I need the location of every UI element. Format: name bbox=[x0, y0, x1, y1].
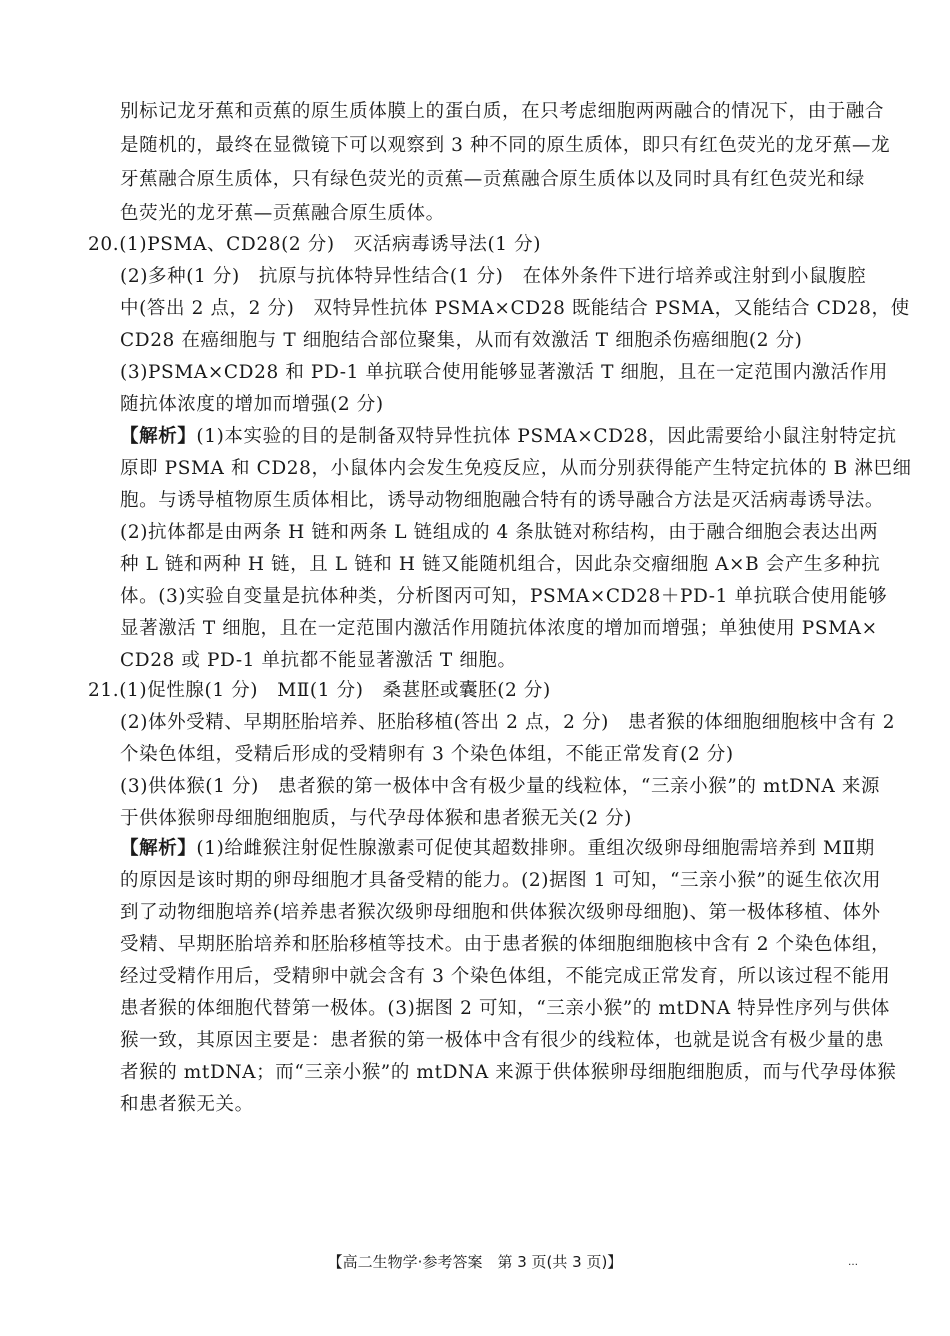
text-line: CD28 或 PD-1 单抗都不能显著激活 T 细胞。 bbox=[120, 650, 517, 671]
text-line: 猴一致，其原因主要是：患者猴的第一极体中含有很少的线粒体，也就是说含有极少量的患 bbox=[120, 1030, 885, 1051]
text-line: 种 L 链和两种 H 链，且 L 链和 H 链又能随机组合，因此杂交瘤细胞 A×B 会产生多种抗 bbox=[120, 554, 881, 575]
question-21-answer-2: (2)体外受精、早期胚胎培养、胚胎移植(答出 2 点，2 分) 患者猴的体细胞细胞核中含有 2 bbox=[120, 712, 896, 733]
text-line: 胞。与诱导植物原生质体相比，诱导动物细胞融合特有的诱导融合方法是灭活病毒诱导法。 bbox=[120, 490, 885, 511]
text-line: 原即 PSMA 和 CD28，小鼠体内会发生免疫反应，从而分别获得能产生特定抗体的 B 淋巴细 bbox=[120, 458, 912, 479]
question-20-answer-1: 20.(1)PSMA、CD28(2 分) 灭活病毒诱导法(1 分) bbox=[88, 234, 542, 255]
text-line: 个染色体组，受精后形成的受精卵有 3 个染色体组，不能正常发育(2 分) bbox=[120, 744, 734, 765]
question-21-answer-1: 21.(1)促性腺(1 分) MⅡ(1 分) 桑葚胚或囊胚(2 分) bbox=[88, 680, 551, 701]
analysis-20-first-line bbox=[120, 422, 897, 452]
text-line: 者猴的 mtDNA；而“三亲小猴”的 mtDNA 来源于供体猴卵母细胞细胞质，而与代孕母体猴 bbox=[120, 1062, 897, 1083]
text-line: 中(答出 2 点，2 分) 双特异性抗体 PSMA×CD28 既能结合 PSMA，又能结合 CD28，使 bbox=[120, 298, 910, 319]
analysis-tag: 【解析】 bbox=[120, 838, 197, 859]
text-line: 别标记龙牙蕉和贡蕉的原生质体膜上的蛋白质，在只考虑细胞两两融合的情况下，由于融合 bbox=[120, 101, 885, 122]
text-line: 患者猴的体细胞代替第一极体。(3)据图 2 可知，“三亲小猴”的 mtDNA 特异性序列与供体 bbox=[120, 998, 890, 1019]
analysis-21-first-line bbox=[120, 834, 875, 864]
text-line: 受精、早期胚胎培养和胚胎移植等技术。由于患者猴的体细胞细胞核中含有 2 个染色体组， bbox=[120, 934, 891, 955]
corner-mark: … bbox=[848, 1257, 858, 1268]
analysis-text: (1)给雌猴注射促性腺激素可促使其超数排卵。重组次级卵母细胞需培养到 MⅡ期 bbox=[196, 838, 875, 859]
text-line: 随抗体浓度的增加而增强(2 分) bbox=[120, 394, 384, 415]
text-line: 牙蕉融合原生质体，只有绿色荧光的贡蕉—贡蕉融合原生质体以及同时具有红色荧光和绿 bbox=[120, 169, 865, 190]
analysis-text: (1)本实验的目的是制备双特异性抗体 PSMA×CD28，因此需要给小鼠注射特定抗 bbox=[196, 426, 897, 447]
text-line: CD28 在癌细胞与 T 细胞结合部位聚集，从而有效激活 T 细胞杀伤癌细胞(2 分) bbox=[120, 330, 803, 351]
text-line: 色荧光的龙牙蕉—贡蕉融合原生质体。 bbox=[120, 203, 445, 224]
text-line: 和患者猴无关。 bbox=[120, 1094, 254, 1115]
text-line: 体。(3)实验自变量是抗体种类，分析图丙可知，PSMA×CD28＋PD-1 单抗联合使用能够 bbox=[120, 586, 888, 607]
question-20-answer-2: (2)多种(1 分) 抗原与抗体特异性结合(1 分) 在体外条件下进行培养或注射到小鼠腹腔 bbox=[120, 266, 867, 287]
text-line: 经过受精作用后，受精卵中就会含有 3 个染色体组，不能完成正常发育，所以该过程不能用 bbox=[120, 966, 891, 987]
question-21-answer-3: (3)供体猴(1 分) 患者猴的第一极体中含有极少量的线粒体，“三亲小猴”的 mtDNA 来源 bbox=[120, 776, 881, 797]
text-line: 的原因是该时期的卵母细胞才具备受精的能力。(2)据图 1 可知，“三亲小猴”的诞生依次用 bbox=[120, 870, 882, 891]
text-line: (2)抗体都是由两条 H 链和两条 L 链组成的 4 条肽链对称结构，由于融合细胞会表达出两 bbox=[120, 522, 879, 543]
text-line: 到了动物细胞培养(培养患者猴次级卵母细胞和供体猴次级卵母细胞)、第一极体移植、体外 bbox=[120, 902, 881, 923]
page-footer: 【高二生物学·参考答案 第 3 页(共 3 页)】 bbox=[327, 1253, 623, 1271]
text-line: 于供体猴卵母细胞细胞质，与代孕母体猴和患者猴无关(2 分) bbox=[120, 808, 632, 829]
question-20-answer-3: (3)PSMA×CD28 和 PD-1 单抗联合使用能够显著激活 T 细胞，且在一定范围内激活作用 bbox=[120, 362, 888, 383]
text-line: 显著激活 T 细胞，且在一定范围内激活作用随抗体浓度的增加而增强；单独使用 PSMA× bbox=[120, 618, 878, 639]
analysis-tag: 【解析】 bbox=[120, 426, 197, 447]
text-line: 是随机的，最终在显微镜下可以观察到 3 种不同的原生质体，即只有红色荧光的龙牙蕉—龙 bbox=[120, 135, 891, 156]
